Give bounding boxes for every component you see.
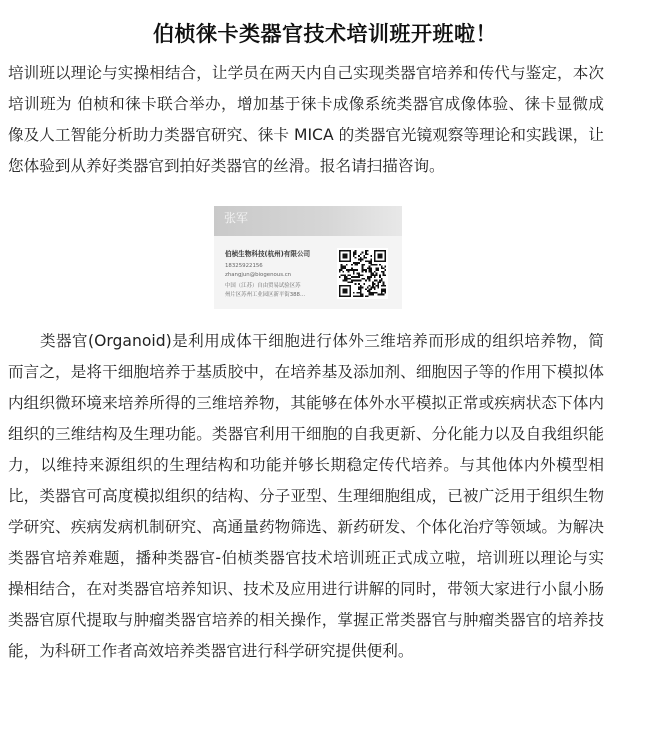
- card-email: zhangjun@biogenous.cn: [225, 272, 292, 278]
- business-card: [214, 206, 402, 309]
- card-address-line-2: 州片区苏州工业园区新平街388...: [225, 292, 306, 298]
- body-paragraph: 类器官(Organoid)是利用成体干细胞进行体外三维培养而形成的组织培养物，简而言之，是将干细胞培养于基质胶中，在培养基及添加剂、细胞因子等的作用下模拟体内组织微环境来培养所得的三维培养物，其能够在体外水平模拟正常或疾病状态下体内组织的三维结构及生理功能。类器官利用干细胞的自我更新、分化能力以及自我组织能力，以维持来源组织的生理结构和功能并够长期稳定传代培养。与其他体内外模型相比，类器官可高度模拟组织的结构、分子亚型、生理细胞组成，已被广泛用于组织生物学研究、疾病发病机制研究、高通量药物筛选、新药研发、个体化治疗等领域。为解决类器官培养难题，播种类器官-伯桢类器官技术培训班正式成立啦，培训班以理论与实操相结合，在对类器官培养知识、技术及应用进行讲解的同时，带领大家进行小鼠小肠类器官原代提取与肿瘤类器官培养的相关操作，掌握正常类器官与肿瘤类器官的培养技能，为科研工作者高效培养类器官进行科学研究提供便利。: [8, 332, 604, 660]
- card-company-name: 伯桢生物科技(杭州)有限公司: [225, 250, 311, 258]
- page-title: 伯桢徕卡类器官技术培训班开班啦！: [153, 22, 497, 46]
- card-phone: 18325922156: [225, 263, 263, 269]
- card-address-line-1: 中国（江苏）自由贸易试验区苏: [225, 283, 301, 289]
- intro-paragraph: 培训班以理论与实操相结合，让学员在两天内自己实现类器官培养和传代与鉴定，本次培训班为 伯桢和徕卡联合举办，增加基于徕卡成像系统类器官成像体验、徕卡显微成像及人工智能分析助力类器官研究、徕卡 MICA 的类器官光镜观察等理论和实践课，让您体验到从养好类器官到拍好类器官的丝滑。报名请扫描咨询。: [8, 64, 604, 175]
- card-contact-name: 张军: [224, 211, 249, 225]
- qr-code-icon[interactable]: [337, 248, 388, 299]
